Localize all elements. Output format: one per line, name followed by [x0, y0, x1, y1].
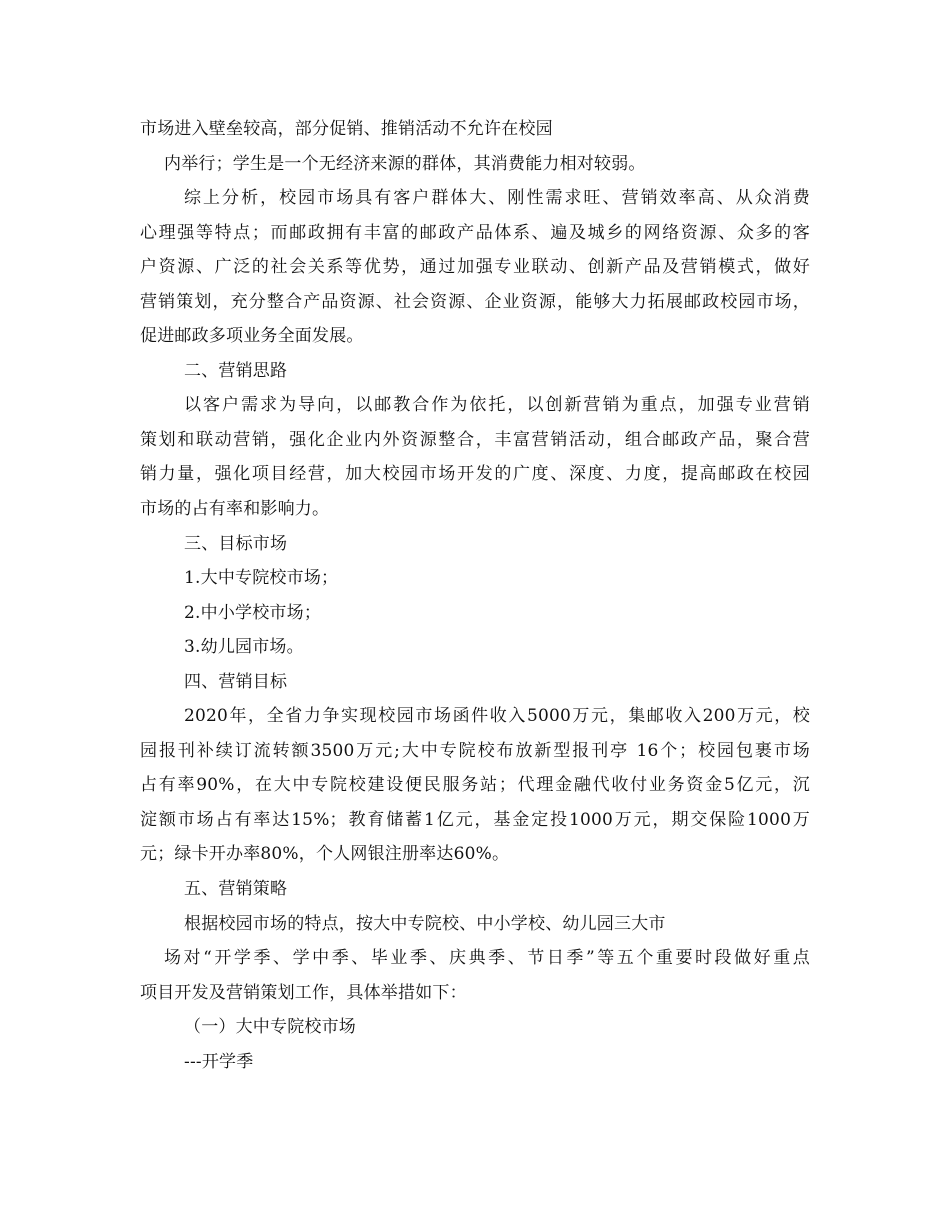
text-line-9: 以客户需求为导向，以邮教合作为依托，以创新营销为重点，加强专业营销: [184, 395, 810, 415]
section-heading-4: 四、营销目标: [184, 672, 288, 692]
subsection-heading-1: （一）大中专院校市场: [184, 1017, 356, 1037]
text-line-10: 策划和联动营销，强化企业内外资源整合，丰富营销活动，组合邮政产品，聚合营: [140, 430, 810, 450]
text-line-6: 营销策划，充分整合产品资源、社会资源、企业资源，能够大力拓展邮政校园市场，: [140, 292, 810, 312]
section-heading-3: 三、目标市场: [184, 534, 288, 554]
text-line-3: 综上分析，校园市场具有客户群体大、刚性需求旺、营销效率高、从众消费: [184, 188, 810, 208]
text-line-2: 内举行；学生是一个无经济来源的群体，其消费能力相对较弱。: [164, 154, 646, 174]
section-heading-5: 五、营销策略: [184, 879, 288, 899]
text-line-5: 户资源、广泛的社会关系等优势，通过加强专业联动、创新产品及营销模式，做好: [140, 257, 810, 277]
text-line-20: 占有率90%，在大中专院校建设便民服务站；代理金融代收付业务资金5亿元，沉: [140, 775, 810, 795]
list-item-3: 3.幼儿园市场。: [184, 637, 304, 657]
section-heading-2: 二、营销思路: [184, 361, 288, 381]
text-line-11: 销力量，强化项目经营，加大校园市场开发的广度、深度、力度，提高邮政在校园: [140, 464, 810, 484]
text-line-22: 元；绿卡开办率80%，个人网银注册率达60%。: [140, 844, 510, 864]
list-item-1: 1.大中专院校市场；: [184, 568, 339, 588]
text-line-19: 园报刊补续订流转额3500万元;大中专院校布放新型报刊亭 16个；校园包裹市场: [140, 741, 810, 761]
text-line-12: 市场的占有率和影响力。: [140, 499, 330, 519]
text-line-1: 市场进入壁垒较高，部分促销、推销活动不允许在校园: [140, 119, 553, 139]
subsection-label: ---开学季: [184, 1052, 254, 1072]
text-line-26: 项目开发及营销策划工作，具体举措如下：: [140, 983, 467, 1003]
text-line-7: 促进邮政多项业务全面发展。: [140, 326, 364, 346]
text-line-25: 场对“开学季、学中季、毕业季、庆典季、节日季”等五个重要时段做好重点: [164, 948, 810, 968]
text-line-18: 2020年，全省力争实现校园市场函件收入5000万元，集邮收入200万元，校: [184, 706, 810, 726]
text-line-4: 心理强等特点；而邮政拥有丰富的邮政产品体系、遍及城乡的网络资源、众多的客: [140, 223, 810, 243]
text-line-24: 根据校园市场的特点，按大中专院校、中小学校、幼儿园三大市: [184, 914, 666, 934]
text-line-21: 淀额市场占有率达15%；教育储蓄1亿元，基金定投1000万元，期交保险1000万: [140, 810, 810, 830]
list-item-2: 2.中小学校市场；: [184, 603, 322, 623]
